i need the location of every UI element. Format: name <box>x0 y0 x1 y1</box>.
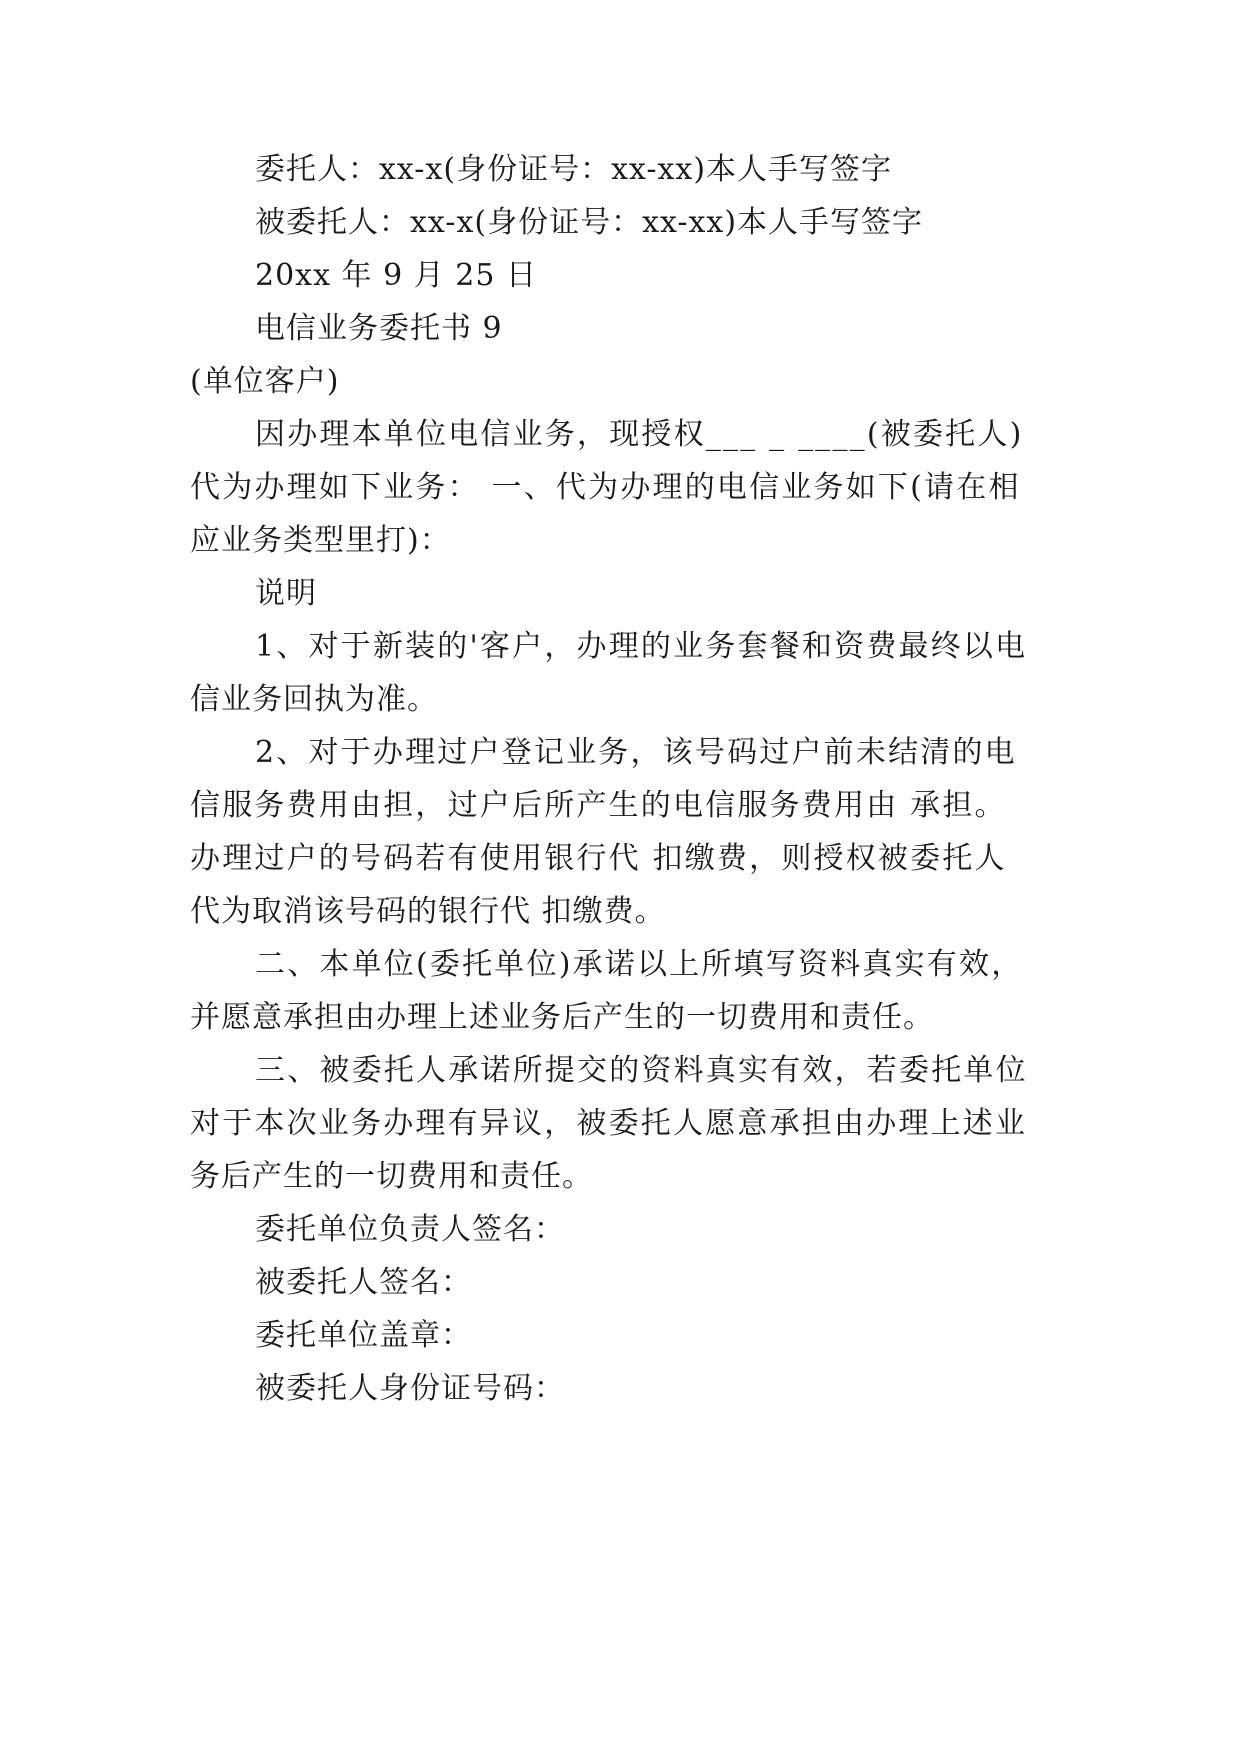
unit-head-signature-label: 委托单位负责人签名： <box>255 1212 565 1247</box>
section-title: 电信业务委托书 9 <box>255 311 503 346</box>
clause-3-line: 务后产生的一切费用和责任。 <box>190 1159 593 1194</box>
clause-2-line: 二、本单位(委托单位)承诺以上所填写资料真实有效， <box>255 947 1024 982</box>
principal-line: 委托人：xx-x(身份证号：xx-xx)本人手写签字 <box>255 152 893 187</box>
clause-2-line: 并愿意承担由办理上述业务后产生的一切费用和责任。 <box>190 1000 934 1035</box>
clause-3-line: 三、被委托人承诺所提交的资料真实有效，若委托单位 <box>255 1053 1028 1088</box>
paragraph-line: 应业务类型里打)： <box>190 523 451 558</box>
notes-heading: 说明 <box>255 576 317 611</box>
note-2-line: 办理过户的号码若有使用银行代 扣缴费，则授权被委托人 <box>190 841 1007 876</box>
date-line: 20xx 年 9 月 25 日 <box>255 258 537 293</box>
agent-id-number-label: 被委托人身份证号码： <box>255 1371 565 1406</box>
note-2-line: 信服务费用由担，过户后所产生的电信服务费用由 承担。 <box>190 788 1007 823</box>
customer-type: (单位客户) <box>190 364 340 399</box>
paragraph-line: 因办理本单位电信业务，现授权___ _ ____(被委托人) <box>255 417 1024 452</box>
clause-3-line: 对于本次业务办理有异议，被委托人愿意承担由办理上述业 <box>190 1106 1028 1141</box>
note-1-line: 1、对于新装的'客户，办理的业务套餐和资费最终以电 <box>255 629 1028 664</box>
note-1-line: 信业务回执为准。 <box>190 682 438 717</box>
agent-signature-label: 被委托人签名： <box>255 1265 472 1300</box>
unit-seal-label: 委托单位盖章： <box>255 1318 472 1353</box>
note-2-line: 2、对于办理过户登记业务，该号码过户前未结清的电 <box>255 735 1017 770</box>
agent-line: 被委托人：xx-x(身份证号：xx-xx)本人手写签字 <box>255 205 924 240</box>
note-2-line: 代为取消该号码的银行代 扣缴费。 <box>190 894 666 929</box>
paragraph-line: 代为办理如下业务： 一、代为办理的电信业务如下(请在相 <box>190 470 1021 505</box>
